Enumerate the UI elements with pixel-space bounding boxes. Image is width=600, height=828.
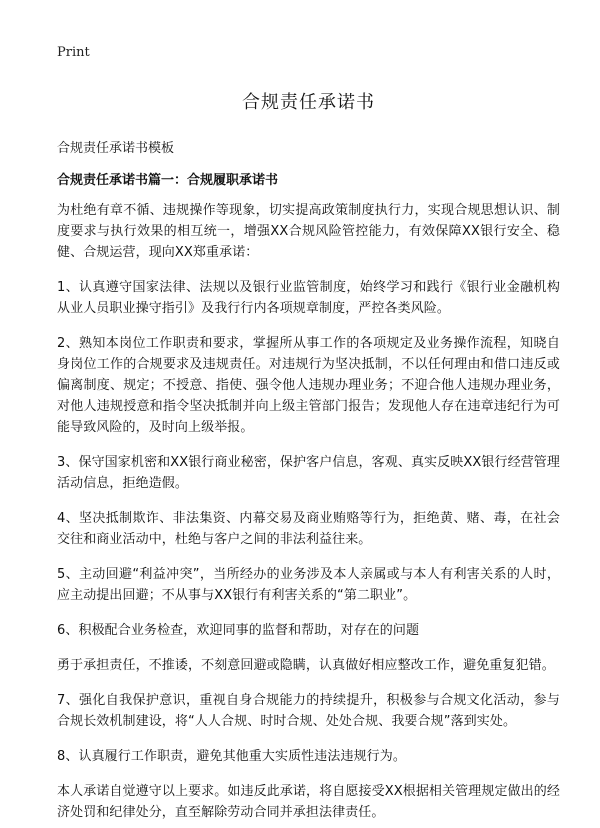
paragraph-item-1: 1、认真遵守国家法律、法规以及银行业监管制度，始终学习和践行《银行业金融机构从业人员职业操守指引》及我行行内各项规章制度，严控各类风险。 (57, 280, 560, 316)
paragraph-intro: 为杜绝有章不循、违规操作等现象，切实提高政策制度执行力，实现合规思想认识、制度要求与执行效果的相互统一，增强XX合规风险管控能力，有效保障XX银行安全、稳健、合规运营，现向XX郑重承诺： (57, 203, 560, 260)
paragraph-closing: 本人承诺自觉遵守以上要求。如违反此承诺，将自愿接受XX根据相关管理规定做出的经济处罚和纪律处分，直至解除劳动合同并承担法律责任。 (57, 784, 560, 820)
paragraph-item-4: 4、坚决抵制欺诈、非法集资、内幕交易及商业贿赂等行为，拒绝黄、赌、毒，在社会交往和商业活动中，杜绝与客户之间的非法利益往来。 (57, 511, 560, 547)
document-subtitle: 合规责任承诺书模板 (57, 141, 175, 156)
paragraph-item-8: 8、认真履行工作职责，避免其他重大实质性违法违规行为。 (57, 749, 406, 764)
page-title: 合规责任承诺书 (242, 92, 375, 113)
paragraph-item-2: 2、熟知本岗位工作职责和要求，掌握所从事工作的各项规定及业务操作流程，知晓自身岗位工作的合规要求及违规责任。对违规行为坚决抵制，不以任何理由和借口违反或偏离制度、规定；不授意、指使、强令他人违规办理业务；不迎合他人违规办理业务，对他人违规授意和指令坚决抵制并向上级主管部门报告；发现他人存在违章违纪行为可能导致风险的，及时向上级举报。 (57, 336, 560, 435)
paragraph-item-5: 5、主动回避“利益冲突”，当所经办的业务涉及本人亲属或与本人有利害关系的人时，应主动提出回避；不从事与XX银行有利害关系的“第二职业”。 (57, 567, 560, 603)
paragraph-item-3: 3、保守国家机密和XX银行商业秘密，保护客户信息，客观、真实反映XX银行经营管理活动信息，拒绝造假。 (57, 455, 560, 491)
section-heading: 合规责任承诺书篇一：合规履职承诺书 (57, 173, 279, 188)
paragraph-item-6-continued: 勇于承担责任，不推诿，不刻意回避或隐瞒，认真做好相应整改工作，避免重复犯错。 (57, 658, 555, 673)
paragraph-item-6: 6、积极配合业务检查，欢迎同事的监督和帮助，对存在的问题 (57, 623, 420, 638)
print-label: Print (57, 45, 90, 60)
paragraph-item-7: 7、强化自我保护意识，重视自身合规能力的持续提升，积极参与合规文化活动，参与合规长效机制建设，将“人人合规、时时合规、处处合规、我要合规”落到实处。 (57, 693, 560, 729)
